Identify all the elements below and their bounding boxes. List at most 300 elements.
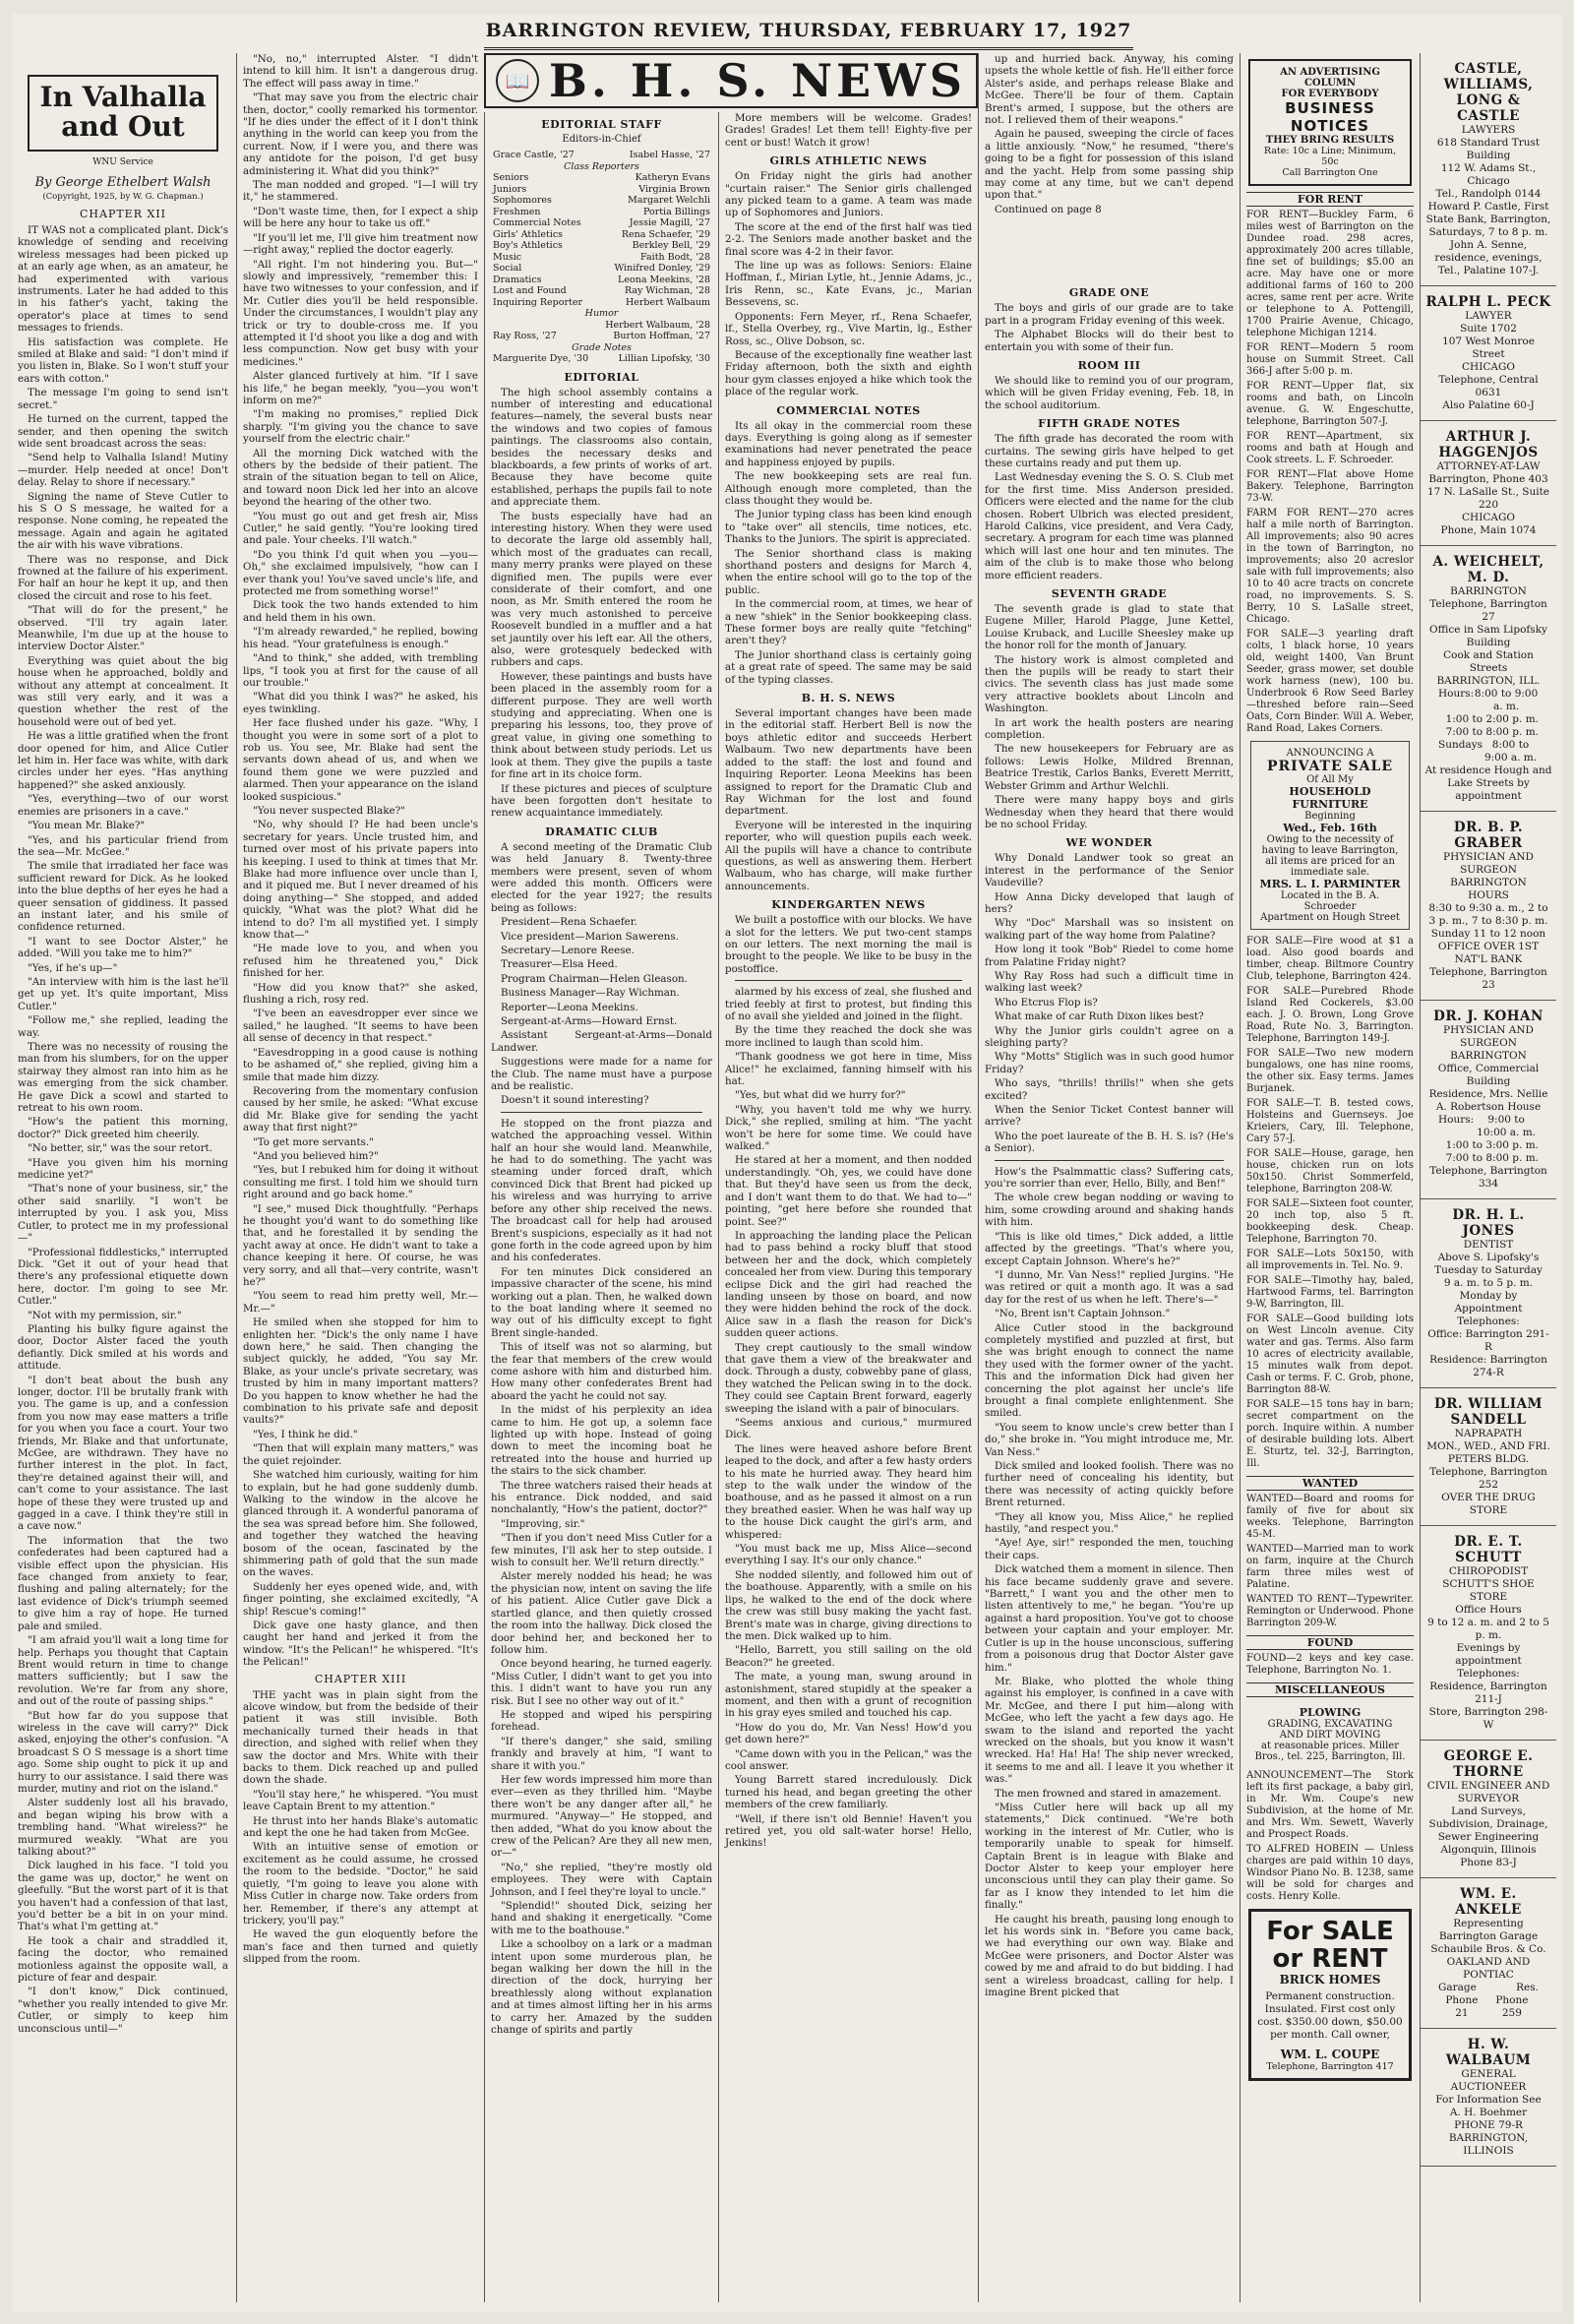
story-paragraph: The smile that irradiated her face was sufficient reward for Dick. As he looked into the blue depths of her eyes he had a queer sensation of giddiness. It passed an instant later, and his smile of confidence returned. <box>18 860 228 934</box>
story-paragraph: "Eavesdropping in a good cause is nothing to be ashamed of," she replied, giving him a smile that made him dizzy. <box>243 1046 478 1083</box>
card-line: For Information See <box>1435 2094 1542 2106</box>
staff-name: Herbert Walbaum <box>625 296 710 308</box>
business-cards <box>1420 53 1556 2302</box>
classified-ad: WANTED—Board and rooms for family of five for about six weeks. Telephone, Barrington 45-M. <box>1246 1494 1414 1540</box>
news-paragraph: The new housekeepers for February are as follows: Lewis Holke, Mildred Brennan, Beatrice Trestik, Carlos Banks, Everett Merritt, Webster Grimm and Arthur Welchli. <box>985 743 1234 792</box>
staff-label: Social <box>493 263 522 274</box>
card-line: 17 N. LaSalle St., Suite 220 <box>1426 486 1550 511</box>
story-paragraph: "No," she replied, "they're mostly old employees. They were with Captain Johnson, and I feel they're loyal to uncle." <box>491 1861 712 1898</box>
story-paragraph: "Yes, I think he did." <box>253 1428 358 1440</box>
staff-row <box>491 195 712 207</box>
story-paragraph: He thrust into her hands Blake's automatic and kept the one he had taken from McGee. <box>243 1814 478 1840</box>
card-cell: 8:00 to 9:00 a. m. <box>1483 739 1538 764</box>
bhs-news-body <box>725 707 972 892</box>
bhs-col-b <box>718 112 978 2302</box>
story-paragraph: Like a schoolboy on a lark or a madman intent upon some murderous plan, he began walking her down the hill in the direction of the dock, hurrying her breathlessly along without explanation and at times almost lifting her in his arms to carry her. Amazed by the sudden change of spirits and partly <box>491 1938 712 2037</box>
card-line: Phone, Main 1074 <box>1440 524 1537 536</box>
bhs-news-head: B. H. S. NEWS <box>801 692 896 705</box>
card-cell: Garage <box>1438 1982 1477 1993</box>
staff-row <box>491 172 712 184</box>
story-paragraph: "Splendid!" shouted Dick, seizing her hand and shaking it energetically. "Come with me to the boathouse." <box>491 1900 712 1936</box>
story-paragraph: Alster merely nodded his head; he was the physician now, intent on saving the life of his patient. Alice Cutler gave Dick a startled glance, and then quietly crossed the room into the hallway. Dick closed the door behind her, and beckoned her to follow him. <box>491 1570 712 1656</box>
editorial-body <box>491 387 712 820</box>
serial-column <box>12 53 234 2302</box>
news-paragraph: The seventh grade is glad to state that Eugene Miller, Harold Plagge, June Kettel, Louise Kruback, and Lucille Sheesley make up the honor roll for the month of January. <box>985 603 1234 652</box>
sale-body: Permanent construction. Insulated. First cost only cost. $350.00 down, $50.00 per month. Call owner, <box>1257 1990 1403 2041</box>
staff-label: Ray Ross, '27 <box>493 331 557 341</box>
staff-name: Margaret Welchli <box>628 195 710 206</box>
classified-ad: FOR SALE—Two new modern bungalows, one has nine rooms, the other six. Easy terms. James Burjanek. <box>1246 1048 1414 1094</box>
dramatic-paragraph: Sergeant-at-Arms—Howard Ernst. <box>501 1015 678 1027</box>
card-line: At residence Hough and Lake Streets by appointment <box>1424 764 1552 802</box>
card-line: CHICAGO <box>1462 512 1515 523</box>
staff-row <box>491 331 712 342</box>
card-name: H. W. WALBAUM <box>1445 2037 1532 2068</box>
auction-name: MRS. L. I. PARMINTER <box>1259 878 1401 890</box>
card-line: Telephone, Central 0631 <box>1438 374 1539 398</box>
card-hours-row <box>1424 1114 1552 1139</box>
card-hours-row <box>1424 1152 1552 1165</box>
card-line: 618 Standard Trust Building <box>1436 137 1541 161</box>
business-card <box>1421 812 1556 1001</box>
card-line: Office in Sam Lipofsky Building <box>1428 624 1547 648</box>
kinder-body <box>725 914 972 975</box>
story-paragraph: The man nodded and groped. "I—I will try it," he stammered. <box>243 179 478 204</box>
story-paragraph: She nodded silently, and followed him out of the boathouse. Apparently, with a smile on his lips, he walked to the end of the dock where the crew was still busy making the yacht fast. Brent's mate was in charge, giving directions to the men. Dick walked up to him. <box>725 1568 972 1642</box>
card-line: Also Palatine 60-J <box>1442 399 1535 411</box>
card-line: LAWYERS <box>1461 124 1516 136</box>
story-paragraph: Continued on page 8 <box>995 203 1102 215</box>
col5-top <box>985 53 1234 215</box>
story-paragraph: The three watchers raised their heads at his entrance. Dick nodded, and said nonchalantly, "How's the patient, doctor?" <box>491 1479 712 1516</box>
story-paragraph: Everything was quiet about the big house when he approached, boldly and without any attempt at concealment. It was still very early, and it was a question whether the rest of the household were out of bed yet. <box>18 654 228 728</box>
dramatic-paragraph: Assistant Sergeant-at-Arms—Donald Landwer. <box>491 1029 712 1054</box>
card-line: OFFICE OVER 1ST NAT'L BANK <box>1437 941 1540 965</box>
dramatic-head: DRAMATIC CLUB <box>545 825 658 838</box>
story-paragraph: "I see," mused Dick thoughtfully. "Perhaps he thought you'd want to do something like that, and he forestalled it by sending the yacht away at once. He didn't want to take a chance keeping it here. Of course, he was very sorry, and all that—very contrite, wasn't he?" <box>243 1202 478 1288</box>
story-paragraph: There was no response, and Dick frowned at the failure of his experiment. For half an hour he kept it up, and then closed the circuit and rose to his feet. <box>18 553 228 602</box>
card-line: Land Surveys, Subdivision, Drainage, Sewer Engineering <box>1428 1805 1548 1843</box>
story-paragraph: "Yes, but what did we hurry for?" <box>735 1089 906 1102</box>
news-paragraph: In art work the health posters are nearing completion. <box>985 716 1234 742</box>
card-cell: 1:00 to 3:00 p. m. <box>1445 1139 1539 1151</box>
for-sale-list-a <box>1246 629 1414 735</box>
card-line: Evenings by appointment <box>1455 1642 1522 1667</box>
staff-label: Seniors <box>493 172 529 183</box>
classified-ad: FOR RENT—Flat above Home Bakery. Telephone, Barrington 73-W. <box>1246 469 1414 504</box>
news-paragraph: Several important changes have been made in the editorial staff. Herbert Bell is now the boys athletic editor and succeeds Herbert Walbaum. Two new departments have been added to the staff: the lost and found and Inquiring Reporter. Leona Meekins has been assigned to report for the Dramatic Club and Ray Wichman for the lost and found department. <box>725 707 972 818</box>
kinder-head: KINDERGARTEN NEWS <box>771 898 926 912</box>
found-list <box>1246 1653 1414 1677</box>
staff-row <box>491 320 712 332</box>
card-line: Cook and Station Streets <box>1443 649 1534 674</box>
story-paragraph: "No, why should I? He had been uncle's secretary for years. Uncle trusted him, and turned over most of his private papers into his keeping. I used to think at times that Mr. Blake had more influence over uncle than I, and it piqued me. But I never dreamed of his doing anything—" She stopped, and added quickly, "What was the plot? What did he intend to do? I'm all mystified yet. I simply know that—" <box>243 819 478 942</box>
staff-name: Virginia Brown <box>638 183 710 195</box>
classified-ad: FOR SALE—15 tons hay in barn; secret compartment on the porch. Inquire within. A number of desirable building lots. Albert E. Sturtz, tel. 32-J, Barrington, Ill. <box>1246 1399 1414 1469</box>
card-line: BARRINGTON <box>1450 585 1527 597</box>
story-paragraph: "Then if you don't need Miss Cutler for a few minutes, I'll ask her to step outside. I wish to consult her. We'll return directly." <box>491 1532 712 1569</box>
story-paragraph: The whole crew began nodding or waving to him, some crowding around and shaking hands with him. <box>985 1192 1234 1229</box>
card-line: 107 West Monroe Street <box>1442 336 1535 360</box>
card-line: LAWYER <box>1465 310 1512 322</box>
staff-row <box>491 275 712 286</box>
news-paragraph: Why "Doc" Marshall was so insistent on walking part of the way home from Palatine? <box>985 917 1234 942</box>
bhs-banner-wrap <box>484 53 978 108</box>
news-paragraph: Why the Junior girls couldn't agree on a sleighing party? <box>985 1024 1234 1049</box>
staff-name: Winifred Donley, '29 <box>614 263 710 274</box>
news-paragraph: Why "Motts" Stiglich was in such good humor Friday? <box>985 1051 1234 1075</box>
bhs-col-a <box>484 112 718 2302</box>
card-name: GEORGE E. THORNE <box>1443 1748 1534 1780</box>
card-name: DR. WILLIAM SANDELL <box>1433 1396 1544 1428</box>
story-paragraph: "I've been an eavesdropper ever since we sailed," he laughed. "It seems to have been all sense of decency in that respect." <box>243 1008 478 1045</box>
story-paragraph: "No, no," interrupted Alster. "I didn't intend to kill him. It isn't a dangerous drug. The effect will pass away in time." <box>243 53 478 90</box>
staff-name: Lillian Lipofsky, '30 <box>618 353 710 364</box>
classified-ad: FOR RENT—Modern 5 room house on Summit Street. Call 366-J after 5:00 p. m. <box>1246 342 1414 377</box>
staff-subhead: Grade Notes <box>572 341 632 353</box>
story-paragraph: "Why, you haven't told me why we hurry. Dick," she replied, smiling at him. "The yacht won't be here for some time. We could have walked." <box>725 1103 972 1153</box>
classified-ad: FOR SALE—3 yearling draft colts, 1 black horse, 10 years old, weight 1400, Van Brunt Seeder, grass mower, set double work harness (new), 100 bu. Underbrook 6 Row Seed Barley—threshed before rain—Seed Oats, Corn Binder. Will A. Weber, Rand Road, Lakes Corners. <box>1246 629 1414 734</box>
staff-label: Inquiring Reporter <box>493 296 583 308</box>
serial-chapter: CHAPTER XII <box>79 208 167 220</box>
classified-ad: FOR SALE—Lots 50x150, with all improvements in. Tel. No. 9. <box>1246 1249 1414 1271</box>
business-card <box>1421 1741 1556 1878</box>
story-paragraph: Recovering from the momentary confusion caused by her smile, he asked: "What excuse did Mr. Blake give for sending the yacht away that first night?" <box>243 1084 478 1134</box>
masthead: BARRINGTON REVIEW, THURSDAY, FEBRUARY 17, 1927 <box>484 14 1133 50</box>
story-paragraph: "I want to see Doctor Alster," he added. "Will you take me to him?" <box>18 935 228 960</box>
story-paragraph: "Have you given him his morning medicine yet?" <box>18 1156 228 1182</box>
staff-row <box>491 217 712 229</box>
staff-label: Sophomores <box>493 195 552 206</box>
story-paragraph: "Follow me," she replied, leading the way. <box>18 1014 228 1039</box>
staff-label: Lost and Found <box>493 285 567 296</box>
classified-ad: FOR SALE—Purebred Rhode Island Red Cockerels, $3.00 each. J. O. Brown, Long Grove Road, Rute No. 3, Barrington. Telephone, Barrington 149-J. <box>1246 986 1414 1044</box>
story-paragraph: "That will do for the present," he observed. "I'll try again later. Meanwhile, I'm due up at the house to interview Doctor Alster." <box>18 604 228 653</box>
staff-label: Dramatics <box>493 274 542 285</box>
brick-homes-ad <box>1248 1909 1412 2081</box>
news-paragraph: The Alphabet Blocks will do their best to entertain you with some of their fun. <box>985 329 1234 353</box>
card-line: 9 to 12 a. m. and 2 to 5 p. m. <box>1427 1617 1549 1641</box>
news-paragraph: We built a postoffice with our blocks. We have a slot for the letters. We put two-cent stamps on our letters. The next morning the mail is brought to the people. We like to be busy in the postoffice. <box>725 914 972 975</box>
card-cell: Phone 21 <box>1445 1994 1479 2019</box>
staff-head: EDITORIAL STAFF <box>541 118 662 131</box>
adv-line1: AN ADVERTISING COLUMN <box>1280 67 1380 89</box>
story-paragraph: "You must go out and get fresh air, Miss Cutler," he said gently. "You're looking tired and pale. Your cheeks. I'll watch." <box>243 510 478 547</box>
card-hours-row <box>1424 1139 1552 1152</box>
story-paragraph: He smiled when she stopped for him to enlighten her. "Dick's the only name I have down here," he said. Then changing the subject quickly, he added, "You say Mr. Blake, as your uncle's private secretary, was trusted by him in many important matters? Do you happen to know whether he had the combination to his private safe and deposit vaults?" <box>243 1316 478 1427</box>
card-cell: Sundays <box>1438 739 1483 751</box>
story-paragraph: Dick smiled and looked foolish. There was no further need of concealing his identity, but there was necessity of acting quickly before Brent returned. <box>985 1460 1234 1509</box>
story-paragraph: The mate, a young man, swung around in astonishment, stared stupidly at the speaker a moment, and then with a grunt of recognition in his gray eyes smiled and touched his cap. <box>725 1671 972 1720</box>
news-paragraph: How Anna Dicky developed that laugh of hers? <box>985 890 1234 915</box>
business-card <box>1421 546 1556 812</box>
story-paragraph: "Yes, everything—two of our worst enemies are prisoners in a cave." <box>18 793 228 818</box>
news-paragraph: How long it took "Bob" Riedel to come home from Palatine Friday night? <box>985 944 1234 968</box>
auction-l3: HOUSEHOLD FURNITURE <box>1289 785 1371 811</box>
serial-copyright: (Copyright, 1925, by W. G. Chapman.) <box>42 192 204 202</box>
card-line: PHYSICIAN AND SURGEON <box>1443 851 1534 876</box>
story-paragraph: "Yes, and his particular friend from the sea—Mr. McGee." <box>18 833 228 858</box>
story-paragraph: "I don't know," Dick continued, "whether you really intended to give Mr. Cutler, or simply to keep him unconscious until—" <box>18 1986 228 2035</box>
dramatic-paragraph: Doesn't it sound interesting? <box>501 1094 649 1107</box>
newspaper-page <box>12 14 1562 2312</box>
card-line: Tel., Randolph 0144 <box>1435 188 1542 200</box>
card-line: Howard P. Castle, First State Bank, Barrington, Saturdays, 7 to 8 p. m. <box>1425 201 1551 238</box>
grade-one-body <box>985 302 1234 353</box>
story-paragraph: "You must back me up, Miss Alice—second everything I say. It's our only chance." <box>725 1543 972 1567</box>
classified-ad: FOR SALE—Good building lots on West Lincoln avenue. City water and gas. Terms. Also farm 10 acres of electricity available, 15 minutes walk from depot. Cash or terms. F. C. Grob, phone, Barrington 88-W. <box>1246 1314 1414 1395</box>
story-paragraph: Suddenly her eyes opened wide, and, with finger pointing, she exclaimed excitedly, "A ship! Rescue's coming!" <box>243 1580 478 1618</box>
staff-name: Burton Hoffman, '27 <box>613 331 710 341</box>
card-name: A. WEICHELT, M. D. <box>1432 554 1544 585</box>
story-paragraph: "Well, if there isn't old Bennie! Haven't you retired yet, you old salt-water horse! Hello, Jenkins! <box>725 1812 972 1850</box>
story-paragraph: He waved the gun eloquently before the man's face and then turned and quietly slipped from the room. <box>243 1928 478 1966</box>
story-paragraph: Young Barrett stared incredulously. Dick turned his head, and began greeting the other members of the crew familiarly. <box>725 1774 972 1811</box>
classified-ad: FOR SALE—Sixteen foot counter, 20 inch top, also 5 ft. bookkeeping desk. Cheap. Telephone, Barrington 70. <box>1246 1198 1414 1245</box>
story-paragraph: There was no necessity of rousing the man from his slumbers, for on the upper stairway they almost ran into him as he was emerging from the sick chamber. He gave Dick a scowl and started to retreat to his own room. <box>18 1041 228 1115</box>
card-line: PHYSICIAN AND SURGEON <box>1443 1024 1534 1049</box>
card-line: Algonquin, Illinois <box>1440 1844 1537 1856</box>
staff-label: Marguerite Dye, '30 <box>493 353 589 364</box>
room3-body <box>985 375 1234 411</box>
staff-name: Herbert Walbaum, '28 <box>605 319 710 331</box>
card-line: BARRINGTON, ILL. <box>1436 675 1541 687</box>
story-paragraph: "How do you do, Mr. Van Ness! How'd you get down here?" <box>725 1721 972 1746</box>
plow-l1: PLOWING <box>1299 1706 1362 1719</box>
news-paragraph: The Junior typing class has been kind enough to "take over" all stencils, time notices, etc. Thanks to the Juniors. The spirit is appreciated. <box>725 509 972 546</box>
news-paragraph: More members will be welcome. Grades! Grades! Grades! Let them tell! Eighty-five per cent or bust! Watch it grow! <box>725 112 972 149</box>
staff-row <box>491 252 712 264</box>
for-sale-list-b <box>1246 936 1414 1470</box>
news-paragraph: On Friday night the girls had another "curtain raiser." The Senior girls challenged any picked team to a game. A team was made up of Sophomores and Juniors. <box>725 170 972 219</box>
story-paragraph: All the morning Dick watched with the others by the bedside of their patient. The strain of the situation began to tell on Alice, and toward noon Dick led her into an alcove beyond the hearing of the other two. <box>243 447 478 509</box>
card-line: John A. Senne, residence, evenings, Tel., Palatine 107-J. <box>1434 239 1543 276</box>
card-line: HOURS <box>1468 889 1509 901</box>
seventh-head: SEVENTH GRADE <box>1051 587 1168 600</box>
card-cell: Res. <box>1516 1982 1539 1993</box>
sale-line2: or RENT <box>1272 1944 1388 1974</box>
girls-head: GIRLS ATHLETIC NEWS <box>769 154 928 168</box>
card-name: CASTLE, WILLIAMS, LONG & CASTLE <box>1443 61 1534 124</box>
for-rent-list <box>1246 210 1414 626</box>
classified-ad: WANTED TO RENT—Typewriter. Remington or Underwood. Phone Barrington 209-W. <box>1246 1594 1414 1628</box>
classified-ad: FOR SALE—Timothy hay, baled, Hartwood Farms, tel. Barrington 9-W, Barrington, Ill. <box>1246 1275 1414 1310</box>
classified-ad: FOR RENT—Upper flat, six rooms and bath, on Lincoln avenue. G. W. Engeschutte, telephone, Barrington 507-J. <box>1246 381 1414 427</box>
plowing-ad <box>1246 1700 1414 1768</box>
card-line: A. H. Boehmer <box>1449 2107 1528 2118</box>
news-paragraph: The history work is almost completed and then the pupils will be ready to start their civics. The seventh class has just made some very attractive booklets about Lincoln and Washington. <box>985 653 1234 715</box>
card-line: CIVIL ENGINEER AND SURVEYOR <box>1426 1780 1550 1804</box>
story-paragraph: He took a chair and straddled it, facing the doctor, who remained motionless against the opposite wall, a picture of fear and despair. <box>18 1934 228 1985</box>
story-paragraph: In the midst of his perplexity an idea came to him. He got up, a solemn face lighted up with hope. Instead of going down to meet the incoming boat he retreated into the house and hurried up the stairs to the sick chamber. <box>491 1404 712 1478</box>
card-name: DR. J. KOHAN <box>1433 1009 1544 1024</box>
story-paragraph: "You seem to read him pretty well, Mr.—Mr.—" <box>243 1290 478 1315</box>
story-paragraph: "I'm already rewarded," he replied, bowing his head. "Your gratefulness is enough." <box>243 626 478 650</box>
news-paragraph: Last Wednesday evening the S. O. S. Club met for the first time. Miss Anderson presided. Officers were elected and the name for the club chosen. Robert Ulbrich was elected president, Harold Calkins, vice president, and Vera Cady, secretary. A program for each time was planned which will last one hour and ten minutes. The aim of the club is to make those who belong more efficient readers. <box>985 471 1234 581</box>
card-line: Residence: Barrington 274-R <box>1429 1354 1547 1378</box>
news-paragraph: We should like to remind you of our program, which will be given Friday evening, Feb. 18, in the school auditorium. <box>985 374 1234 411</box>
serial-title: In Valhalla and Out <box>39 81 207 143</box>
wanted-list <box>1246 1494 1414 1629</box>
staff-label: Juniors <box>493 183 527 195</box>
dramatic-paragraph: Business Manager—Ray Wichman. <box>501 987 680 1000</box>
editorial-head: EDITORIAL <box>564 370 639 384</box>
card-line: Telephone, Barrington 334 <box>1429 1165 1547 1190</box>
story-paragraph: They crept cautiously to the small window that gave them a view of the breakwater and dock. Through a dusty, cobwebby pane of glass, they watched the Pelican swing in to the dock. They could see Captain Brent forward, eagerly sweeping the island with a pair of binoculars. <box>725 1341 972 1415</box>
adv-call: Call Barrington One <box>1282 167 1378 178</box>
staff-table <box>491 150 712 365</box>
story-paragraph: She watched him curiously, waiting for him to explain, but he had gone suddenly dumb. Walking to the window in the alcove he glanced through it. A wonderful panorama of the sea was spread before him. She followed, and together they watched the heaving bosom of the ocean, fascinated by the shimmering path of gold that the sun made on the waves. <box>243 1469 478 1579</box>
business-card <box>1421 1878 1556 2029</box>
auction-l1: ANNOUNCING A <box>1286 748 1374 759</box>
story-paragraph: "How's the patient this morning, doctor?" Dick greeted him cheerily. <box>18 1116 228 1140</box>
serial-author: By George Ethelbert Walsh <box>34 175 212 190</box>
story-paragraph: "You seem to know uncle's crew better than I do," she broke in. "You might introduce me, Mr. Van Ness." <box>985 1421 1234 1458</box>
card-line: BARRINGTON, ILLINOIS <box>1448 2132 1529 2157</box>
card-line: Office: Barrington 291-R <box>1427 1328 1549 1353</box>
bhs-title: B. H. S. NEWS <box>549 54 966 107</box>
sale-line3: BRICK HOMES <box>1279 1973 1381 1987</box>
fifth-head: FIFTH GRADE NOTES <box>1038 417 1180 431</box>
private-sale-ad <box>1250 741 1410 930</box>
news-paragraph: The new bookkeeping sets are real fun. Although enough more completed, than the class thought they would be. <box>725 470 972 507</box>
card-cell: Phone 259 <box>1495 1994 1529 2019</box>
card-line: Residence, Barrington 211-J <box>1429 1681 1547 1705</box>
wanted-head: WANTED <box>1246 1476 1414 1491</box>
card-line: Tuesday to Saturday <box>1434 1264 1543 1276</box>
divider <box>995 1160 1224 1161</box>
classified-ad: FOUND—2 keys and key case. Telephone, Barrington No. 1. <box>1246 1653 1414 1676</box>
classified-ad: ANNOUNCEMENT—The Stork left its first package, a baby girl, in Mr. Wm. Coupe's new Subdivision, at the home of Mr. and Mrs. Wm. Sewett, Waverly and Prospect Roads. <box>1246 1770 1414 1840</box>
story-paragraph: "What did you think I was?" he asked, his eyes twinkling. <box>243 691 478 715</box>
story-paragraph: The lines were heaved ashore before Brent leaped to the dock, and after a few hasty orders to his mate he hurried away. They heard him step to the walk under the window of the boathouse, and as he passed it almost on a run they breathed easier. When he was half way up to the house Dick caught the girl's arm, and whispered: <box>725 1442 972 1541</box>
news-paragraph: The line up was as follows: Seniors: Elaine Hoffman, f., Mirian Lytle, ht., Jennie Adams, jc., Iris Renn, sc., Kate Evans, jc., Marian Bessevens, sc. <box>725 260 972 309</box>
card-cell: 9:00 to 10:00 a. m. <box>1477 1114 1536 1138</box>
seventh-body <box>985 603 1234 830</box>
for-rent-head: FOR RENT <box>1246 192 1414 207</box>
card-line: DENTIST <box>1463 1239 1514 1251</box>
card-line: MON., WED., AND FRI. <box>1426 1440 1550 1452</box>
story-paragraph: "Improving, sir." <box>501 1517 585 1530</box>
story-paragraph: "If you'll let me, I'll give him treatment now—right away," replied the doctor eagerly. <box>243 231 478 257</box>
card-line: 9 a. m. to 5 p. m. <box>1443 1277 1534 1289</box>
story-paragraph: Dick took the two hands extended to him and held them in his own. <box>243 599 478 624</box>
story-paragraph: "They all know you, Miss Alice," he replied hastily, "and respect you." <box>985 1510 1234 1536</box>
story-paragraph: "I don't beat about the bush any longer, doctor. I'll be brutally frank with you. The game is up, and a confession from you now may ease matters a trifle for you when you face a court. Your two friends, Mr. Blake and that unfortunate, McGee, are withdrawn. They have no further interest in the plot. In fact, they're detained against their will, and can't come to your assistance. The last hope of these they were trusted up and gagged in a cave. I think they're still in a cave now." <box>18 1374 228 1533</box>
card-line: Phone 83-J <box>1460 1857 1517 1868</box>
story-paragraph: "Yes, if he's up—" <box>28 961 118 974</box>
col4-body <box>725 112 972 149</box>
staff-name: Leona Meekins, '28 <box>618 274 710 285</box>
commercial-body <box>725 420 972 687</box>
business-card <box>1421 421 1556 546</box>
story-paragraph: "Not with my permission, sir." <box>28 1309 182 1321</box>
card-line: Store, Barrington 298-W <box>1428 1706 1548 1731</box>
sale-name: WM. L. COUPE <box>1280 2048 1380 2061</box>
business-card <box>1421 2029 1556 2167</box>
news-paragraph: When the Senior Ticket Contest banner will arrive? <box>985 1104 1234 1129</box>
classified-ad: FOR SALE—House, garage, hen house, chicken run on lots 50x150. Christ Sommerfeld, telephone, Barrington 208-W. <box>1246 1148 1414 1194</box>
news-paragraph: The fifth grade has decorated the room with curtains. The sewing girls have helped to get these curtains ready and put them up. <box>985 433 1234 469</box>
auction-loc2: Apartment on Hough Street <box>1260 912 1400 923</box>
card-line: PETERS BLDG. <box>1447 1453 1530 1465</box>
story-paragraph: "He made love to you, and when you refused him he threatened you," Dick finished for her. <box>243 943 478 980</box>
card-line: SCHUTT'S SHOE STORE <box>1442 1578 1535 1603</box>
story-paragraph: For ten minutes Dick considered an impassive character of the scene, his mind working out a plan. Then, he walked down to the boat landing where it seemed no way out of his difficulty except to fight Brent single-handed. <box>491 1265 712 1339</box>
classified-ad: FOR RENT—Buckley Farm, 6 miles west of Barrington on the Dundee road. 298 acres, approximately 200 acres tillable, fine set of buildings; $5.00 an acre. May have one or more additional farms of 160 to 200 acres, same rent per acre. Write or telephone to A. Pottengill, 1700 Prairie Avenue, Chicago, telephone Michigan 1214. <box>1246 210 1414 338</box>
staff-name: Ray Wichman, '28 <box>624 285 710 296</box>
story-paragraph: up and hurried back. Anyway, his coming upsets the whole kettle of fish. He'll either force Alster's aside, and perhaps release Blake and McGee. There'll be four of them. Captain Brent's armed, I suppose, but the others are not. I relieved them of their weapons." <box>985 53 1234 127</box>
dramatic-paragraph: Secretary—Lenore Reese. <box>501 944 635 956</box>
staff-label: Girls' Athletics <box>493 228 564 240</box>
card-cell: 7:00 to 8:00 p. m. <box>1445 726 1539 738</box>
card-cell: 8:00 to 9:00 a. m. <box>1474 688 1539 712</box>
spacer <box>985 217 1234 280</box>
story-paragraph: Dick gave one hasty glance, and then caught her hand and jerked it from the window. "It's the Pelican!" he whispered. "It's the Pelican!" <box>243 1619 478 1669</box>
staff-name: Rena Schaefer, '29 <box>621 228 710 240</box>
story-paragraph: "Yes, but I rebuked him for doing it without consulting me first. I told him we should turn right around and go back home." <box>243 1164 478 1201</box>
card-line: CHICAGO <box>1462 361 1515 373</box>
card-name: RALPH L. PECK <box>1425 294 1551 310</box>
grade-one-head: GRADE ONE <box>1068 286 1150 300</box>
business-card <box>1421 53 1556 286</box>
story-paragraph: "Came down with you in the Pelican," was the cool answer. <box>725 1747 972 1772</box>
bhs-banner <box>484 53 978 108</box>
story-paragraph: "This is like old times," Dick added, a little affected by the greetings. "That's where you, except Captain Johnson. Where's he?" <box>985 1230 1234 1267</box>
adv-rate: Rate: 10c a Line; Minimum, 50c <box>1263 146 1397 167</box>
divider <box>501 1112 702 1113</box>
story-paragraph: "If there's danger," she said, smiling frankly and bravely at him, "I want to share it with you." <box>491 1735 712 1772</box>
story-paragraph: "Send help to Valhalla Island! Mutiny—murder. Help needed at once! Don't delay. Relay to shore if necessary." <box>18 452 228 489</box>
story-paragraph: "You mean Mr. Blake?" <box>28 820 146 832</box>
story-col-5b <box>985 1166 1234 1999</box>
story-paragraph: Alster glanced furtively at him. "If I save his life," he began meekly, "you—you won't inform on me?" <box>243 370 478 406</box>
staff-list <box>491 150 712 365</box>
classified-ad: FOR RENT—Apartment, six rooms and bath at Hough and Cook streets. L. F. Schroeder. <box>1246 431 1414 465</box>
card-line: ATTORNEY-AT-LAW <box>1436 460 1541 472</box>
card-line: Telephones: <box>1457 1668 1520 1680</box>
classified-ad: FARM FOR RENT—270 acres half a mile north of Barrington. All improvements; also 90 acres in the town of Barrington, no improvements; also 20 acreslor sale with full improvements; also 10 to 40 acre tracts on concrete road, no improvements. S. S. Berry, 10 S. LaSalle street, Chicago. <box>1246 508 1414 625</box>
dramatic-paragraph: Reporter—Leona Meekins. <box>501 1001 638 1013</box>
story-paragraph: "You'll stay here," he whispered. "You must leave Captain Brent to my attention." <box>243 1788 478 1813</box>
news-paragraph: Who Etcrus Flop is? <box>995 996 1098 1009</box>
staff-sub: Editors-in-Chief <box>562 134 641 145</box>
story-paragraph: "And you believed him?" <box>253 1149 379 1162</box>
story-paragraph: Her face flushed under his gaze. "Why, I thought you were in some sort of a plot to rob us. You see, Mr. Blake had sent the servants down ahead of us, and when we found them gone we were puzzled and alarmed. Then your appearance on the island looked suspicious." <box>243 717 478 803</box>
staff-label <box>491 320 596 332</box>
story-paragraph: This of itself was not so alarming, but the fear that members of the crew would come ashore with him and disturbed him. How many other confederates Brent had aboard the yacht he could not say. <box>491 1341 712 1402</box>
wonder-body <box>985 852 1234 1154</box>
story-paragraph: "Seems anxious and curious," murmured Dick. <box>725 1417 972 1441</box>
found-head: FOUND <box>1246 1635 1414 1650</box>
serial-continued-column <box>236 53 484 2302</box>
story-paragraph: "To get more servants." <box>253 1135 374 1148</box>
story-paragraph: Alice Cutler stood in the background completely mystified and puzzled at first, but she was bright enough to connect the name they used with the former owner of the yacht. This and the information Dick had given her concerning the plot against her uncle's life brought a final complete enlightenment. She smiled. <box>985 1321 1234 1420</box>
story-paragraph: "And to think," she added, with trembling lips, "I took you at first for the cause of all our trouble." <box>243 652 478 689</box>
story-paragraph: He stopped and wiped his perspiring forehead. <box>491 1708 712 1734</box>
story-paragraph: The information that the two confederates had been captured had a visible effect upon the physician. His face changed from anxiety to fear, flushing and paling alternately; for the last evidence of Dick's triumph seemed to give him a ray of hope. He turned pale and smiled. <box>18 1534 228 1632</box>
story-paragraph: "That's none of your business, sir," the other said snarlily. "I won't be interrupted by you. I ask you, Miss Cutler, to protect me in my professional—" <box>18 1183 228 1245</box>
classified-ad: WANTED—Married man to work on farm, inquire at the Church farm three miles west of Palatine. <box>1246 1544 1414 1590</box>
editorial-paragraph: However, these paintings and busts have been placed in the assembly room for a different purpose. They are well worth studying and appreciating. When one is preparing his lessons, too, they prove of great value, in giving one something to think about between study periods. Let us look at them. They give the pupils a taste for fine art in its choice form. <box>491 670 712 781</box>
card-line: Office, Commercial Building <box>1437 1063 1540 1087</box>
story-paragraph: IT WAS not a complicated plant. Dick's knowledge of sending and receiving wireless messages had been picked up at an early age when, as an amateur, he had experimented with various instruments. Later he had added to this in his father's yacht, taking the operator's place at times to send messages to friends. <box>18 224 228 335</box>
story-paragraph: His satisfaction was complete. He smiled at Blake and said: "I don't mind if you listen in, Blake. So I won't stuff your ears with cotton." <box>18 336 228 385</box>
staff-label: Boy's Athletics <box>493 240 563 251</box>
card-line: Sunday 11 to 12 noon <box>1430 928 1546 940</box>
auction-text: Owing to the necessity of having to leave Barrington, all items are priced for an immediate sale. <box>1261 834 1399 878</box>
staff-row <box>491 150 712 161</box>
